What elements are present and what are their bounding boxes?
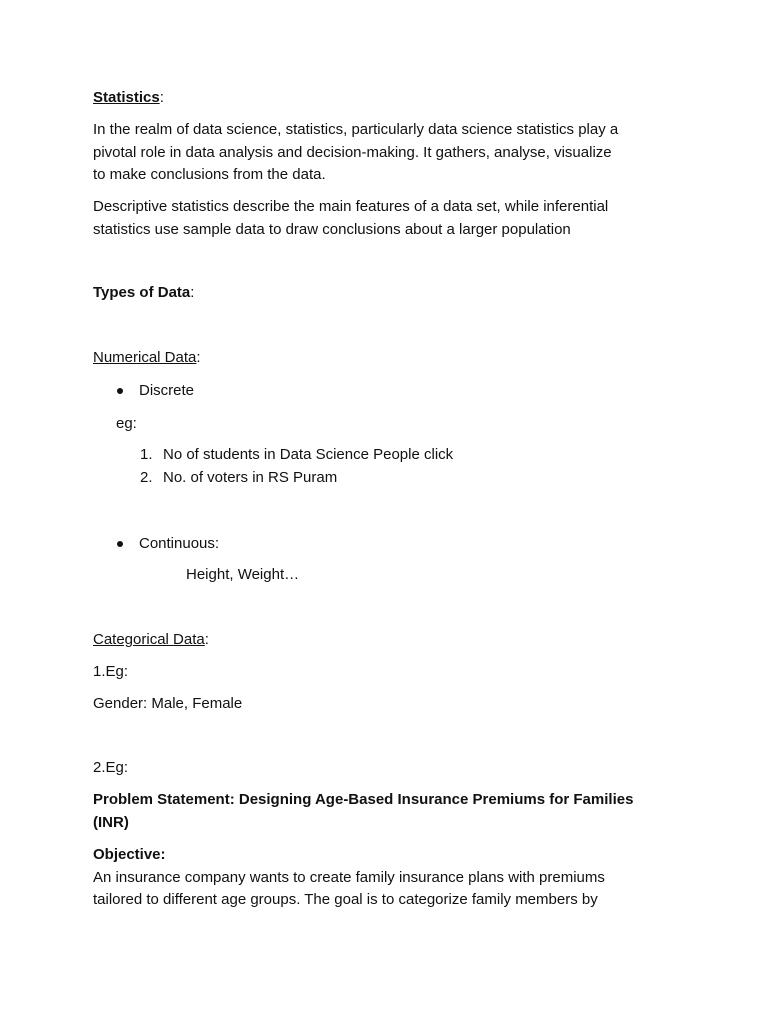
continuous-example: Height, Weight…	[186, 566, 300, 583]
bullet-icon	[117, 541, 123, 547]
descriptive-line-1: Descriptive statistics describe the main features of a data set, while inferential	[93, 198, 609, 215]
bullet-icon	[117, 388, 123, 394]
example-text-1: No of students in Data Science People click	[163, 446, 454, 463]
continuous-label: Continuous:	[139, 535, 220, 552]
descriptive-line-2: statistics use sample data to draw conclusions about a larger population	[93, 221, 571, 238]
objective-line-2: tailored to different age groups. The goal is to categorize family members by	[93, 891, 598, 908]
example-number-1: 1.	[140, 446, 153, 463]
heading-colon: :	[204, 631, 209, 648]
categorical-eg-1: 1.Eg:	[93, 663, 129, 680]
intro-line-3: to make conclusions from the data.	[93, 166, 326, 183]
objective-label: Objective:	[93, 846, 166, 863]
example-number-2: 2.	[140, 469, 153, 486]
problem-statement-line-1: Problem Statement: Designing Age-Based Insurance Premiums for Families	[93, 791, 634, 808]
discrete-label: Discrete	[139, 382, 195, 399]
problem-statement-line-2: (INR)	[93, 814, 129, 831]
heading-colon: :	[159, 89, 164, 106]
example-text-2: No. of voters in RS Puram	[163, 469, 338, 486]
categorical-heading: Categorical Data	[93, 631, 205, 648]
eg-label: eg:	[116, 415, 137, 432]
heading-colon: :	[196, 349, 201, 366]
numerical-heading: Numerical Data	[93, 349, 197, 366]
heading-colon: :	[190, 284, 195, 301]
intro-line-1: In the realm of data science, statistics, particularly data science statistics play a	[93, 121, 619, 138]
categorical-eg-2: 2.Eg:	[93, 759, 129, 776]
statistics-heading-line	[93, 87, 164, 109]
types-heading: Types of Data	[93, 284, 191, 301]
gender-line: Gender: Male, Female	[93, 695, 243, 712]
numerical-heading-line	[93, 347, 201, 369]
intro-line-2: pivotal role in data analysis and decision-making. It gathers, analyse, visualize	[93, 144, 612, 161]
statistics-heading: Statistics	[93, 89, 160, 106]
categorical-heading-line	[93, 629, 209, 651]
types-heading-line	[93, 282, 194, 304]
objective-line-1: An insurance company wants to create family insurance plans with premiums	[93, 869, 605, 886]
